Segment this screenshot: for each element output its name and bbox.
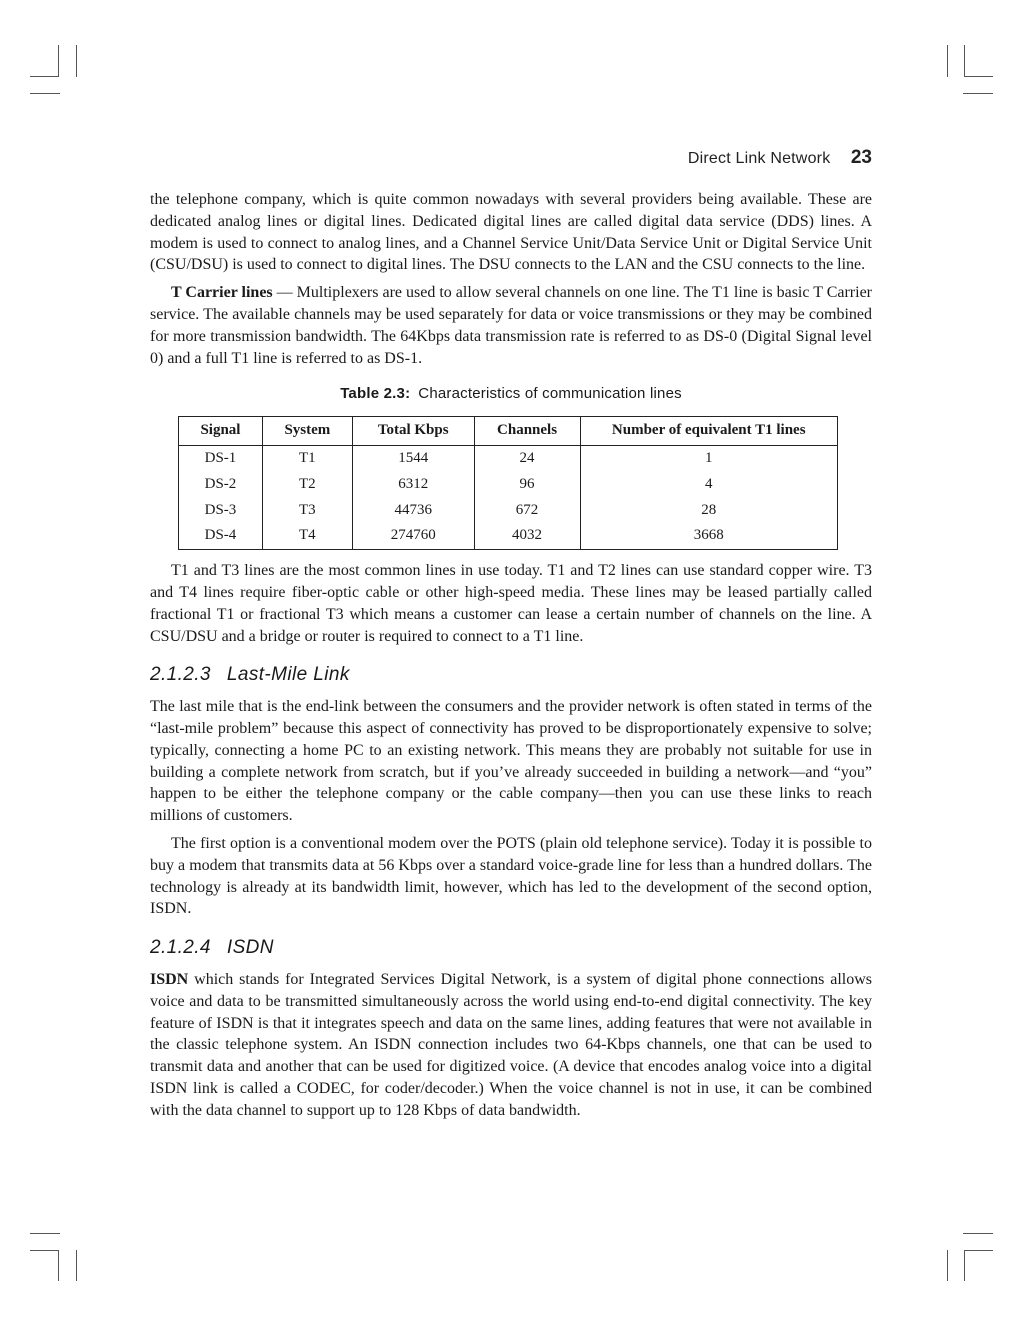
table-cell: T4 (262, 523, 352, 549)
table-cell: 6312 (352, 472, 474, 498)
paragraph: The first option is a conventional modem over the POTS (plain old telephone service). Today it is possible to buy a modem that transmits data at 56 Kbps over a standard voice-grade line for less than a hundred dollars. The technology is already at its bandwidth limit, however, which has led to the development of the second option, ISDN. (150, 834, 872, 918)
table-cell: 274760 (352, 523, 474, 549)
table-cell: 672 (474, 498, 580, 524)
paragraph-t-carrier (150, 282, 872, 369)
table-header-row (179, 417, 838, 446)
table-cell: DS-2 (179, 472, 263, 498)
table-cell: 96 (474, 472, 580, 498)
column-header: Channels (474, 417, 580, 446)
table-cell: 1544 (352, 445, 474, 471)
table-caption (150, 383, 872, 405)
section-number: 2.1.2.4 (150, 937, 211, 959)
table-row (179, 445, 838, 471)
table-cell: T3 (262, 498, 352, 524)
table-row (179, 472, 838, 498)
column-header: Number of equivalent T1 lines (580, 417, 838, 446)
table-row (179, 523, 838, 549)
table-cell: 3668 (580, 523, 838, 549)
paragraph: T1 and T3 lines are the most common lines in use today. T1 and T2 lines can use standard copper wire. T3 and T4 lines require fiber-optic cable or other high-speed media. These lines may be leased partially called fractional T1 or fractional T3 which means a customer can lease a certain number of channels on the line. A CSU/DSU and a bridge or router is required to connect to a T1 line. (150, 562, 872, 645)
running-head (150, 147, 872, 169)
table-cell: 24 (474, 445, 580, 471)
table-cell: 28 (580, 498, 838, 524)
table-cell: 1 (580, 445, 838, 471)
paragraph: The last mile that is the end-link between the consumers and the provider network is often stated in terms of the “last-mile problem” because this aspect of connectivity has proved to be disproportionately expensive to solve; typically, connecting a home PC to an existing network. This means they are probably not suitable for use in building a complete network from scratch, but if you’ve already succeeded in building a network—and “you” happen to be either the telephone company or the cable company—then you can use these links to reach millions of customers. (150, 698, 872, 825)
table-row (179, 498, 838, 524)
column-header: System (262, 417, 352, 446)
paragraph-isdn (150, 969, 872, 1122)
section-title: Last-Mile Link (226, 664, 350, 686)
table-cell: T2 (262, 472, 352, 498)
table-cell: DS-4 (179, 523, 263, 549)
table-cell: 4 (580, 472, 838, 498)
section-heading-isdn (150, 937, 872, 959)
table-cell: 44736 (352, 498, 474, 524)
paragraph: the telephone company, which is quite common nowadays with several providers being available. These are dedicated analog lines or digital lines. Dedicated digital lines are called digital data service (DDS) lines. A modem is used to connect to analog lines, and a Channel Service Unit/Data Service Unit or Digital Service Unit (CSU/DSU) is used to connect to digital lines. The DSU connects to the LAN and the CSU connects to the line. (150, 191, 872, 274)
table-cell: 4032 (474, 523, 580, 549)
table-cell: T1 (262, 445, 352, 471)
characteristics-table (178, 416, 838, 550)
running-title: Direct Link Network (687, 150, 831, 167)
table-caption-label: Table 2.3: (340, 385, 411, 403)
paragraph-text: — Multiplexers are used to allow several channels on one line. The T1 line is basic T Carrier service. The available channels may be used separately for data or voice transmissions or they may be combined for more transmission bandwidth. The 64Kbps data transmission rate is referred to as DS-0 (Digital Signal level 0) and a full T1 line is referred to as DS-1. (150, 284, 872, 367)
table-cell: DS-1 (179, 445, 263, 471)
page-number: 23 (850, 147, 872, 168)
table-caption-text: Characteristics of communication lines (418, 385, 682, 403)
paragraph-text: which stands for Integrated Services Digital Network, is a system of digital phone connections allows voice and data to be transmitted simultaneously across the world using end-to-end digital connectivity. The key feature of ISDN is that it integrates speech and data on the same lines, adding features that were not available in the classic telephone system. An ISDN connection includes two 64-Kbps channels, one that can be used to transmit data and another that can be used for digitized voice. (A device that encodes analog voice into a digital ISDN link is called a CODEC, for coder/decoder.) When the voice channel is not in use, it can be combined with the data channel to support up to 128 Kbps of data bandwidth. (150, 970, 872, 1119)
term-isdn: ISDN (150, 970, 189, 988)
column-header: Total Kbps (352, 417, 474, 446)
section-title: ISDN (226, 937, 274, 959)
column-header: Signal (179, 417, 263, 446)
section-number: 2.1.2.3 (150, 664, 211, 686)
section-heading-last-mile (150, 664, 872, 686)
term-t-carrier: T Carrier lines (171, 284, 273, 302)
table-cell: DS-3 (179, 498, 263, 524)
page-content (150, 189, 872, 1127)
